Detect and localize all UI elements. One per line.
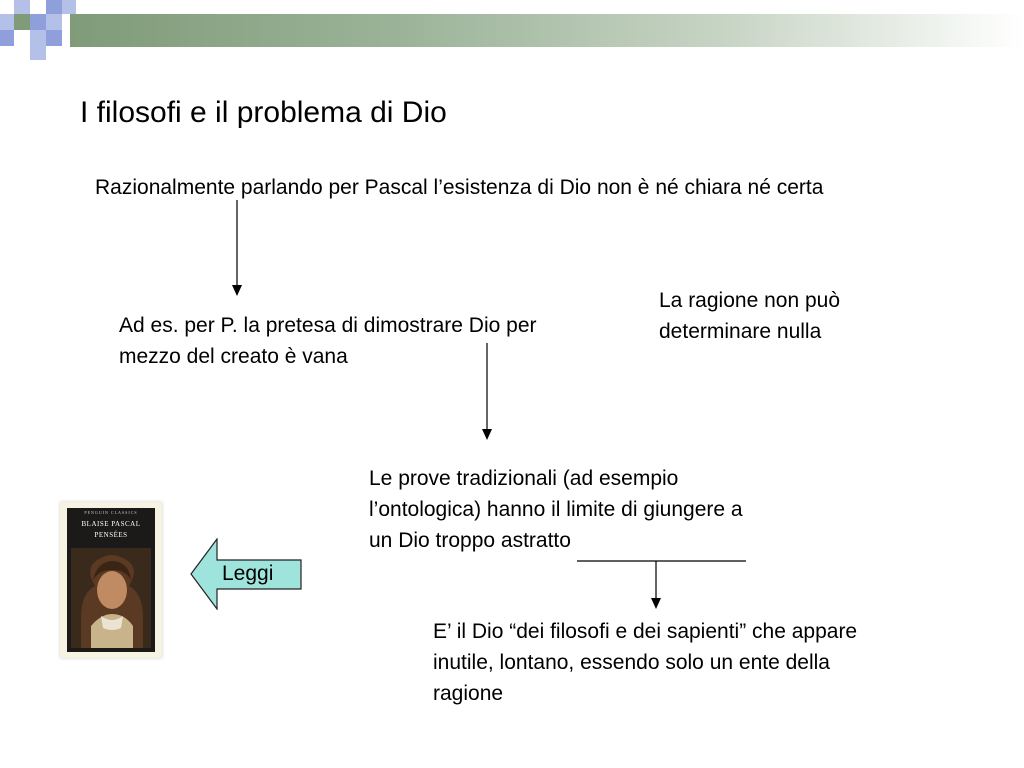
arrow-down (651, 561, 661, 609)
statement-god-of-philosophers: E’ il Dio “dei filosofi e dei sapienti” che appare inutile, lontano, essendo solo un ente della ragione (433, 620, 858, 705)
book-author: BLAISE PASCAL (81, 520, 141, 528)
book-series: PENGUIN CLASSICS (84, 510, 138, 515)
leggi-button-label[interactable]: Leggi (222, 562, 274, 585)
arrow-down (482, 343, 492, 440)
arrow-down (232, 200, 242, 296)
book-title: PENSÉES (94, 531, 128, 539)
statement-creation-proof: Ad es. per P. la pretesa di dimostrare Dio per mezzo del creato è vana (119, 314, 537, 368)
book-cover (67, 508, 155, 652)
statement-traditional-proofs: Le prove tradizionali (ad esempio l’ontologica) hanno il limite di giungere a un Dio troppo astratto (369, 467, 743, 552)
statement-reason-limits: La ragione non può determinare nulla (659, 289, 840, 343)
statement-existence: Razionalmente parlando per Pascal l’esistenza di Dio non è né chiara né certa (95, 176, 824, 199)
slide-title: I filosofi e il problema di Dio (80, 96, 447, 129)
portrait-illustration (71, 548, 151, 648)
book-cover-image[interactable] (60, 502, 162, 658)
